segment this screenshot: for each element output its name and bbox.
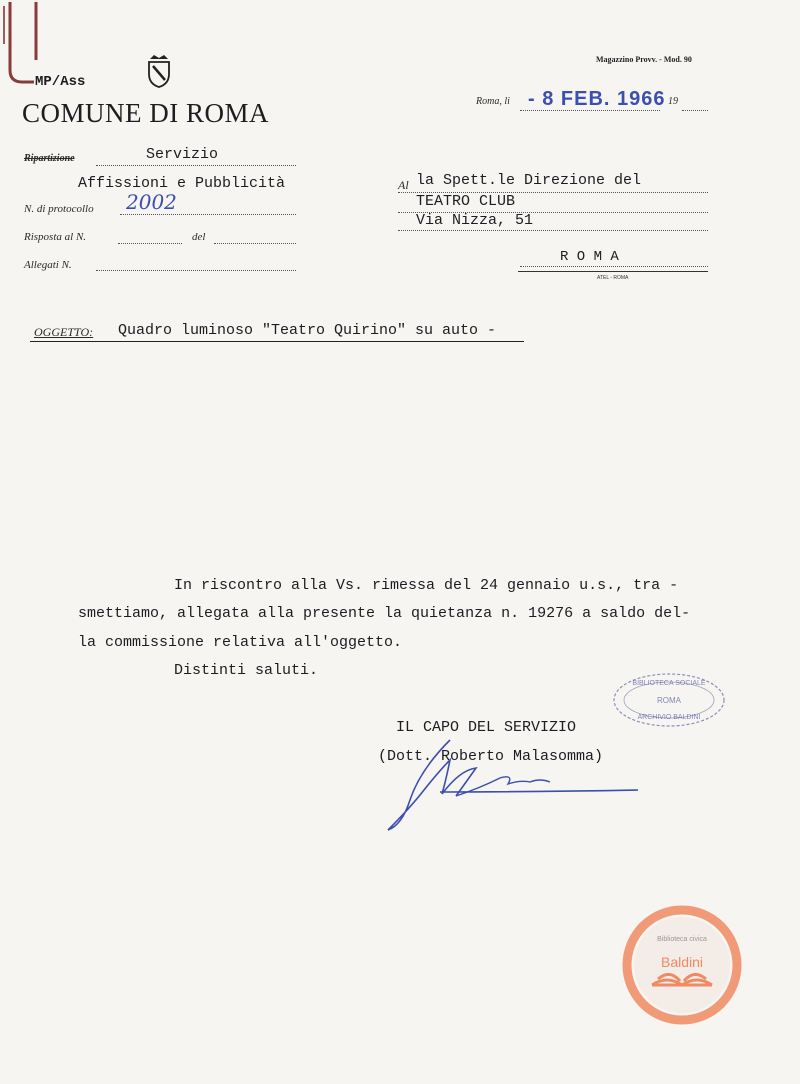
addressee-line-1: la Spett.le Direzione del: [416, 172, 642, 189]
addressee-underline: [518, 271, 708, 272]
allegati-label: Allegati N.: [24, 259, 72, 271]
subject-underline: [30, 341, 524, 342]
reference-code: MP/Ass: [35, 74, 86, 90]
addressee-city: R O M A: [560, 249, 619, 265]
printer-mark: ATEL - ROMA: [597, 275, 629, 281]
protocollo-label: N. di protocollo: [24, 203, 94, 215]
date-line: [520, 110, 660, 111]
signature-name: (Dott. Roberto Malasomma): [378, 748, 604, 765]
stamp-line-1: BIBLIOTECA SOCIALE: [632, 680, 706, 687]
office-title: COMUNE DI ROMA: [22, 98, 270, 128]
baldini-watermark-logo: [622, 905, 742, 1025]
handwritten-signature: [380, 730, 650, 840]
date-year-suffix: 19: [668, 96, 678, 107]
addressee-prefix: Al: [398, 178, 409, 192]
del-label: del: [192, 231, 206, 243]
signature-title: IL CAPO DEL SERVIZIO: [396, 719, 577, 736]
ripartizione-line: [96, 165, 296, 166]
watermark-top-text: Biblioteca civica: [657, 936, 707, 943]
date-stamp: - 8 FEB. 1966: [528, 88, 666, 110]
ripartizione-label: Ripartizione: [24, 153, 75, 164]
watermark-name: Baldini: [660, 954, 704, 970]
ripartizione-value-1: Servizio: [146, 146, 219, 163]
rome-crest-icon: [146, 54, 172, 88]
stamp-line-3: ARCHIVIO BALDINI: [637, 714, 701, 721]
ripartizione-value-2: Affissioni e Pubblicità: [78, 175, 286, 192]
body-line-3: la commissione relativa all'oggetto.: [78, 634, 403, 651]
addressee-city-rule: [520, 266, 708, 267]
stamp-line-2: ROMA: [657, 696, 681, 705]
addressee-line-3: Via Nizza, 51: [416, 212, 534, 229]
risposta-line: [118, 243, 182, 244]
allegati-line: [96, 270, 296, 271]
date-prefix: Roma, li: [476, 96, 510, 107]
body-closing: Distinti saluti.: [174, 662, 319, 679]
archive-stamp: [610, 670, 728, 730]
body-line-2: smettiamo, allegata alla presente la quietanza n. 19276 a saldo del-: [78, 605, 691, 622]
addressee-line-2: TEATRO CLUB: [416, 193, 516, 210]
protocollo-line: [120, 214, 296, 215]
body-line-1: In riscontro alla Vs. rimessa del 24 gennaio u.s., tra -: [174, 577, 679, 594]
addressee-line-3-rule: [398, 230, 708, 231]
form-id: Magazzino Provv. - Mod. 90: [596, 55, 692, 64]
subject-label: OGGETTO:: [34, 325, 94, 339]
del-line: [214, 243, 296, 244]
protocollo-value: 2002: [126, 190, 177, 214]
year-line: [682, 110, 708, 111]
subject-text: Quadro luminoso "Teatro Quirino" su auto -: [118, 322, 497, 339]
risposta-label: Risposta al N.: [24, 231, 87, 243]
